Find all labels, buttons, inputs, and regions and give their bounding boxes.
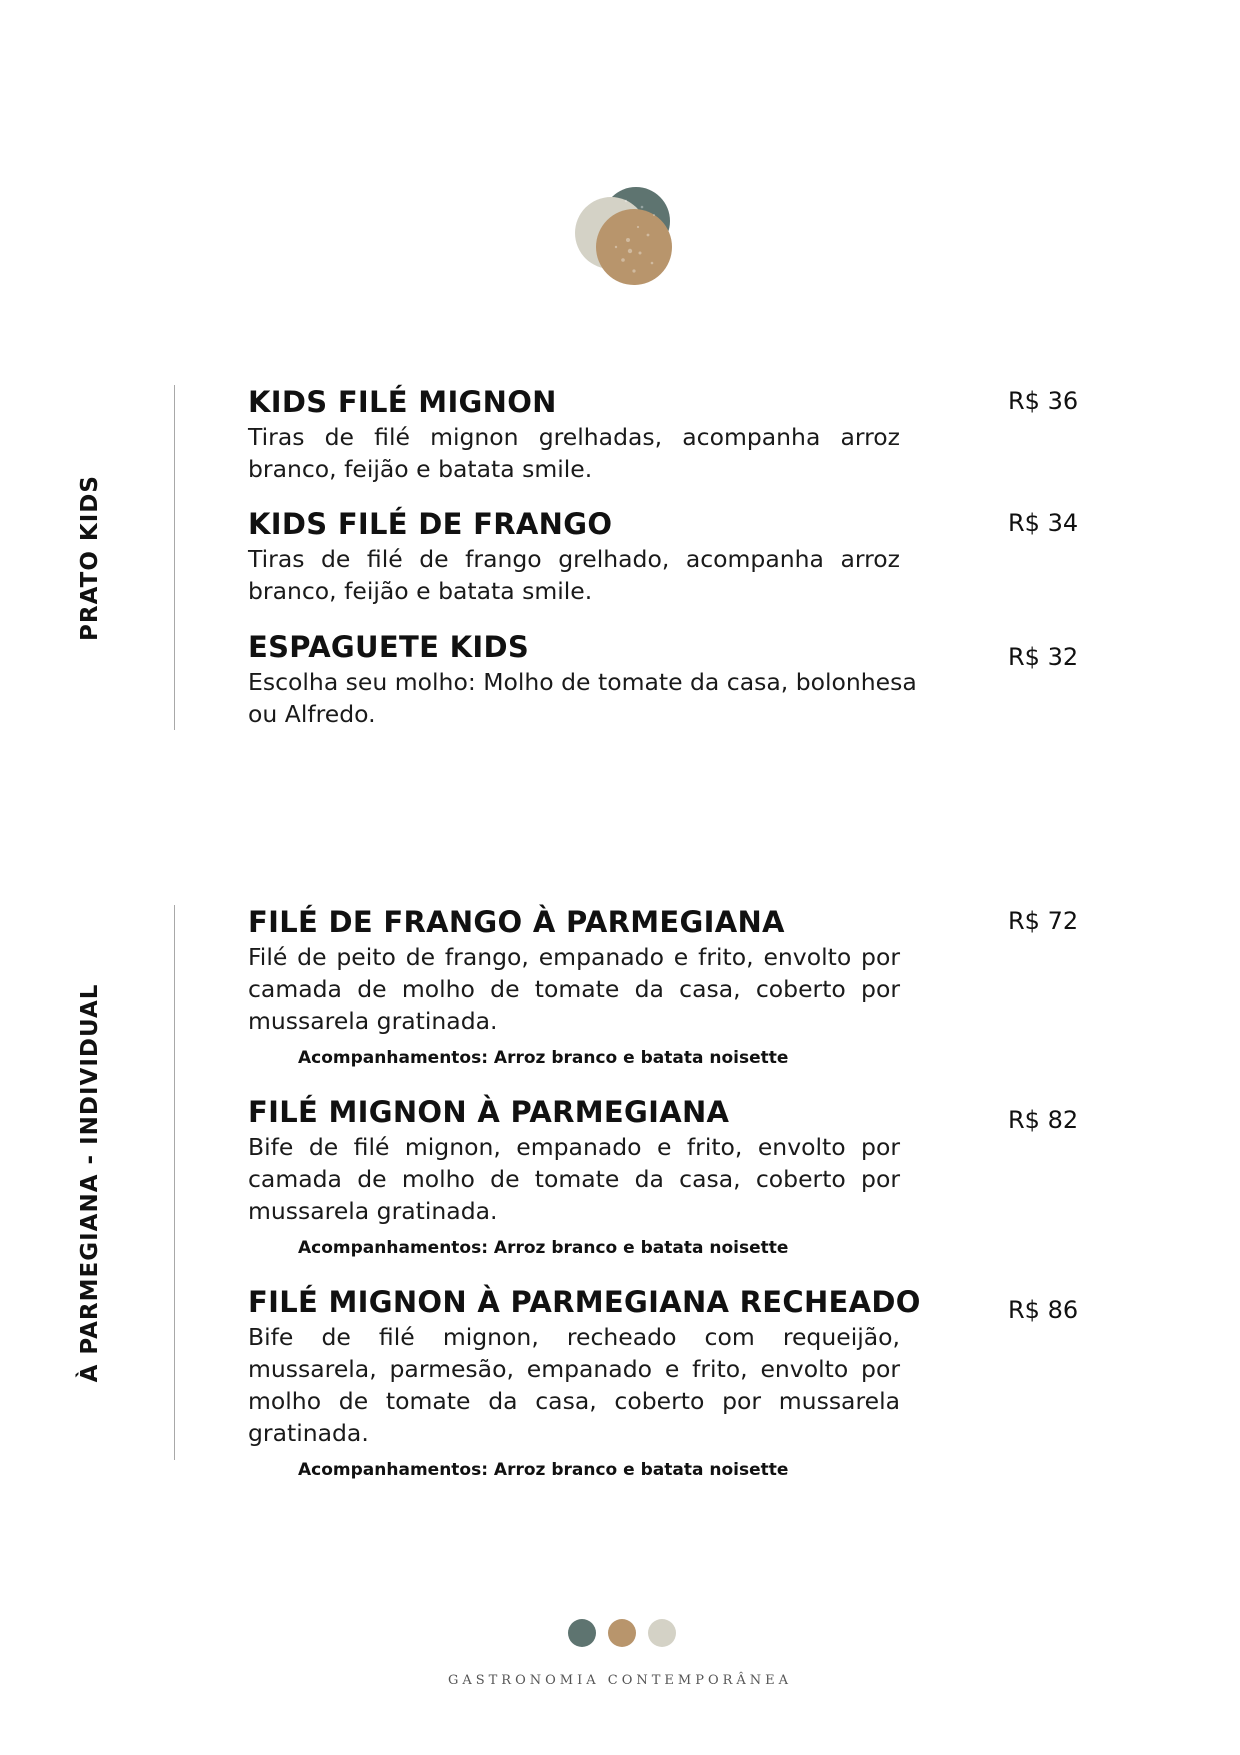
item-price: R$ 36 bbox=[1008, 387, 1079, 415]
menu-item bbox=[248, 905, 1083, 1069]
item-description: Tiras de filé mignon grelhadas, acompanha arroz branco, feijão e batata smile. bbox=[248, 423, 900, 483]
section-divider-line bbox=[174, 905, 175, 1460]
item-accompaniment: Acompanhamentos: Arroz branco e batata noisette bbox=[298, 1460, 789, 1480]
item-name: ESPAGUETE KIDS bbox=[248, 630, 530, 664]
menu-item bbox=[248, 507, 1083, 607]
item-name: KIDS FILÉ DE FRANGO bbox=[248, 507, 613, 541]
item-price: R$ 82 bbox=[1008, 1106, 1079, 1134]
menu-item bbox=[248, 1095, 1083, 1259]
item-description: Tiras de filé de frango grelhado, acompanha arroz branco, feijão e batata smile. bbox=[248, 545, 900, 605]
item-name: FILÉ MIGNON À PARMEGIANA RECHEADO bbox=[248, 1285, 921, 1319]
item-description: Bife de filé mignon, empanado e frito, envolto por camada de molho de tomate da casa, coberto por mussarela gratinada. bbox=[248, 1133, 900, 1225]
footer bbox=[0, 1618, 1240, 1698]
item-description: Escolha seu molho: Molho de tomate da casa, bolonhesa ou Alfredo. bbox=[248, 668, 917, 728]
item-description: Bife de filé mignon, recheado com requeijão, mussarela, parmesão, empanado e frito, envolto por molho de tomate da casa, coberto por mussarela gratinada. bbox=[248, 1323, 900, 1447]
stacked-plates-logo bbox=[568, 185, 688, 295]
section-title: À PARMEGIANA - INDIVIDUAL bbox=[77, 983, 103, 1382]
item-accompaniment: Acompanhamentos: Arroz branco e batata noisette bbox=[298, 1238, 789, 1258]
item-name: FILÉ DE FRANGO À PARMEGIANA bbox=[248, 905, 785, 939]
footer-plates bbox=[567, 1618, 677, 1648]
cream-plate-icon bbox=[648, 1619, 676, 1647]
section-prato-kids bbox=[0, 385, 1240, 730]
item-price: R$ 34 bbox=[1008, 509, 1079, 537]
item-name: FILÉ MIGNON À PARMEGIANA bbox=[248, 1095, 730, 1129]
section-title: PRATO KIDS bbox=[77, 474, 103, 641]
item-price: R$ 32 bbox=[1008, 643, 1079, 671]
tan-plate-icon bbox=[608, 1619, 636, 1647]
menu-item bbox=[248, 385, 1083, 485]
item-price: R$ 72 bbox=[1008, 907, 1079, 935]
section-parmegiana bbox=[0, 905, 1240, 1480]
footer-tagline: GASTRONOMIA CONTEMPORÂNEA bbox=[447, 1673, 793, 1688]
item-accompaniment: Acompanhamentos: Arroz branco e batata noisette bbox=[298, 1048, 789, 1068]
section-divider-line bbox=[174, 385, 175, 730]
menu-item bbox=[248, 1285, 1083, 1481]
item-name: KIDS FILÉ MIGNON bbox=[248, 385, 557, 419]
slate-plate-icon bbox=[568, 1619, 596, 1647]
item-description: Filé de peito de frango, empanado e frito, envolto por camada de molho de tomate da casa, coberto por mussarela gratinada. bbox=[248, 943, 900, 1035]
item-price: R$ 86 bbox=[1008, 1296, 1079, 1324]
menu-item bbox=[248, 630, 1083, 730]
